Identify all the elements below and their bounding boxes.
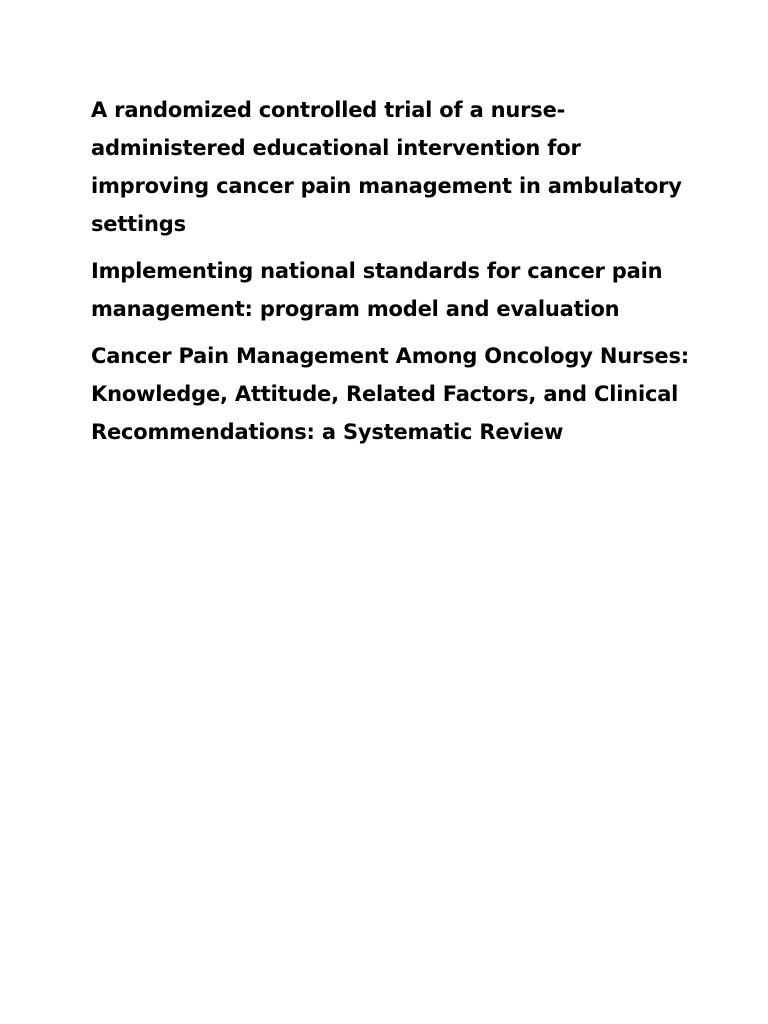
document-title-3: Cancer Pain Management Among Oncology Nurses: Knowledge, Attitude, Related Factors, and Clinical Recommendations: a Systematic Review xyxy=(91,344,689,444)
title-list xyxy=(91,91,691,460)
document-title-2: Implementing national standards for cancer pain management: program model and evaluation xyxy=(91,259,663,321)
document-title-1: A randomized controlled trial of a nurse-administered educational intervention for improving cancer pain management in ambulatory settings xyxy=(91,98,682,236)
